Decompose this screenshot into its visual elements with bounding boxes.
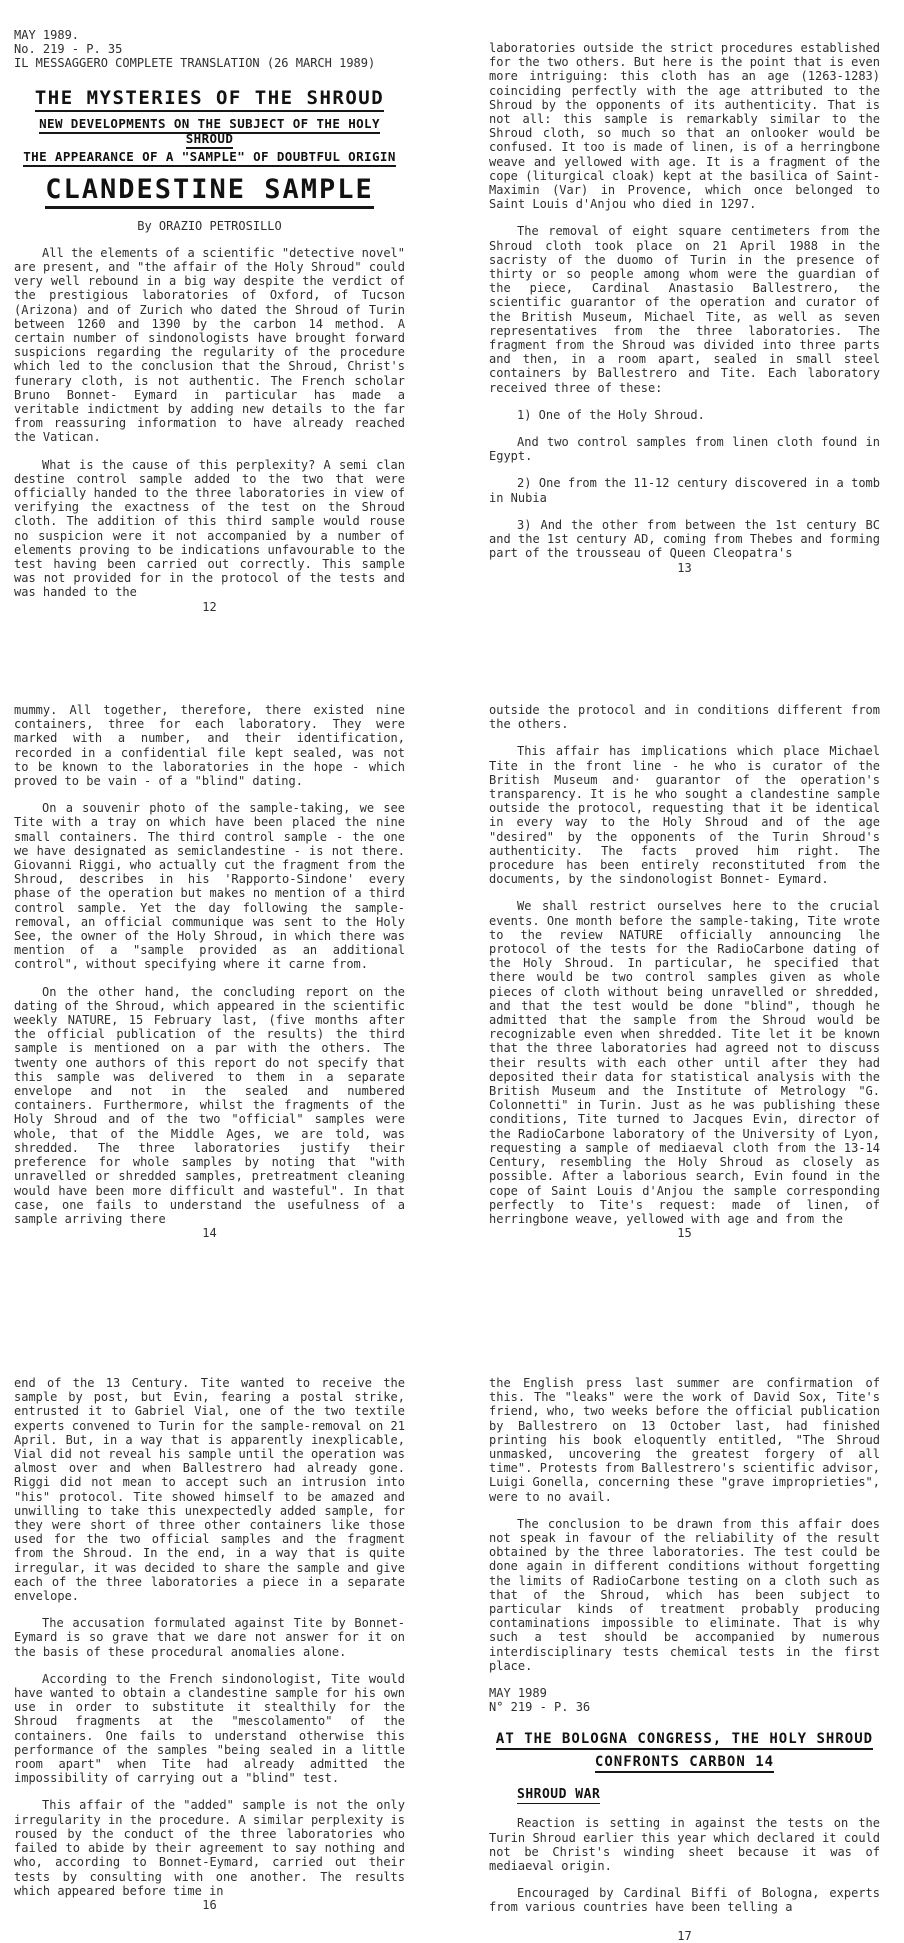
meta-line: MAY 1989. (14, 28, 80, 42)
paragraph: The accusation formulated against Tite by Bonnet- Eymard is so grave that we dare not answer for it on the basis of these procedural anomalies alone. (14, 1616, 405, 1659)
paragraph: According to the French sindonologist, Tite would have wanted to obtain a clandestine sample for his own use in order to substitute it stealthily for the Shroud fragments at the "mescolamento" of the containers. One fails to understand otherwise this performance of the samples "being sealed in a little room apart" when Tite had already admitted the impossibility of carrying out a "blind" test. (14, 1671, 405, 1786)
page-number: 14 (202, 1226, 217, 1241)
page-number: 15 (677, 1226, 692, 1241)
page-number: 17 (677, 1928, 692, 1943)
subheadline (14, 149, 405, 164)
meta-line: N° 219 - P. 36 (489, 1700, 591, 1715)
paragraph: mummy. All together, therefore, there existed nine containers, three for each laboratory. They were marked with a number, and their identification, recorded in a confidential file kept sealed, was not to be known to the laboratories in the hope - which proved to be vain - of a "blind" dating. (14, 703, 405, 789)
page-14 (14, 690, 405, 1240)
meta-line: IL MESSAGGERO COMPLETE TRANSLATION (26 MARCH 1989) (14, 56, 376, 71)
paragraph: This affair has implications which place Michael Tite in the front line - he who is curator of the British Museum and· guarantor of the operation's transparency. It is he who sought a clandestine sample outside the protocol, requesting that it be identical in every way to the Holy Shroud and of the age "desired" by the opponents of the Turin Shroud's authenticity. The facts proved him right. The procedure has been entirely reconstituted from the documents, by the sindonologist Bonnet- Eymard. (489, 744, 880, 887)
meta-line: No. 219 - P. 35 (14, 42, 123, 57)
section-subtitle-text: SHROUD WAR (517, 1787, 601, 1803)
page-15 (489, 690, 880, 1240)
paragraph: the English press last summer are confirmation of this. The "leaks" were the work of David Sox, Tite's friend, who, two weeks before the official publication by Ballestrero on 13 October last, had finished printing his book eloquently entitled, "The Shroud unmasked, uncovering the greatest forgery of all time". Protests from Ballestrero's scientific advisor, Luigi Gonella, concerning these "grave improprieties", were to no avail. (489, 1376, 880, 1504)
paragraph: end of the 13 Century. Tite wanted to receive the sample by post, but Evin, fearing a postal strike, entrusted it to Gabriel Vial, one of the two textile experts convened to Turin for the sample-removal on 21 April. But, in a way that is apparently inexplicable, Vial did not reveal his sample until the operation was almost over and when Ballestrero had already gone. Riggi did not mean to accept such an intrusion into "his" protocol. Tite showed himself to be amazed and unwilling to take this unexpectedly added sample, for they were short of three other containers like those used for the two official samples and the fragment from the Shroud. In the end, in a way that is quite irregular, it was decided to share the sample and give each of the three laboratories a piece in a separate envelope. (14, 1376, 405, 1604)
section-title-text: AT THE BOLOGNA CONGRESS, THE HOLY SHROUD (496, 1731, 873, 1750)
main-title (14, 174, 405, 205)
paragraph: This affair of the "added" sample is not the only irregularity in the procedure. A similar perplexity is roused by the conduct of the three laboratories who failed to abide by their agreement to say nothing and who, according to Bonnet-Eymard, carried out their tests by consulting with one another. The results which appeared before time in (14, 1798, 405, 1898)
headline-text: THE MYSTERIES OF THE SHROUD (35, 87, 384, 112)
page-13 (489, 28, 880, 575)
page-17 (489, 1363, 880, 1943)
paragraph: 3) And the other from between the 1st century BC and the 1st century AD, coming from Thebes and forming part of the trousseau of Queen Cleopatra's (489, 517, 880, 561)
headline (14, 87, 405, 110)
paragraph: 2) One from the 11-12 century discovered in a tomb in Nubia (489, 476, 880, 505)
subheadline-text: THE APPEARANCE OF A "SAMPLE" OF DOUBTFUL ORIGIN (23, 149, 396, 167)
paragraph: outside the protocol and in conditions different from the others. (489, 703, 880, 732)
paragraph: What is the cause of this perplexity? A semi clan destine control sample added to the two that were officially handed to the three laboratories in view of verifying the exactness of the test on the Shroud cloth. The addition of this third sample would rouse no suspicion were it not accompanied by a number of elements proving to be indications unfavourable to the test having been carried out correctly. This sample was not provided for in the protocol of the tests and was handed to the (14, 457, 405, 600)
section-title (489, 1753, 880, 1771)
paragraph: All the elements of a scientific "detective novel" are present, and "the affair of the Holy Shroud" could very well rebound in a big way despite the verdict of the prestigious laboratories of Oxford, of Tucson (Arizona) and of Zurich who dated the Shroud of Turin between 1260 and 1390 by the carbon 14 method. A certain number of sindonologists have brought forward suspicions regarding the regularity of the procedure which led to the conclusion that the Shroud, Christ's funerary cloth, is not authentic. The French scholar Bruno Bonnet- Eymard in particular has made a veritable indictment by adding new details to the far from reassuring information to have already reached the Vatican. (14, 245, 405, 445)
section-title (489, 1730, 880, 1748)
page-16 (14, 1363, 405, 1912)
page-number: 13 (677, 560, 692, 575)
paragraph: And two control samples from linen cloth found in Egypt. (489, 435, 880, 464)
subheadline (14, 116, 405, 146)
paragraph: 1) One of the Holy Shroud. (517, 407, 705, 422)
paragraph: The removal of eight square centimeters from the Shroud cloth took place on 21 April 1988 in the sacristy of the duomo of Turin in the presence of thirty or so people among whom were the guardian of the piece, Cardinal Anastasio Ballestrero, the scientific guarantor of the operation and curator of the British Museum, Michael Tite, as well as seven representatives from the three laboratories. The fragment from the Shroud was divided into three parts and then, in a room apart, sealed in small steel containers by Ballestrero and Tite. Each laboratory received three of these: (489, 224, 880, 395)
subheadline-text: NEW DEVELOPMENTS ON THE SUBJECT OF THE HOLY SHROUD (39, 116, 380, 149)
paragraph: laboratories outside the strict procedures established for the two others. But here is the point that is even more intriguing: this cloth has an age (1263-1283) coinciding perfectly with the age attributed to the Shroud by the opponents of its authenticity. That is not all: this sample is remarkably similar to the Shroud cloth, so much so that an onlooker would be confused. It too is made of linen, is of a herringbone weave and yellowed with age. It is a fragment of the cope (liturgical cloak) kept at the basilica of Saint- Maximin (Var) in Provence, which once belonged to Saint Louis d'Anjou who died in 1297. (489, 41, 880, 212)
page-12 (14, 28, 405, 614)
paragraph: Encouraged by Cardinal Biffi of Bologna, experts from various countries have been telling a (489, 1886, 880, 1915)
section-subtitle (517, 1787, 880, 1803)
byline: By ORAZIO PETROSILLO (137, 218, 282, 233)
main-title-text: CLANDESTINE SAMPLE (45, 174, 374, 209)
page-number: 12 (202, 599, 217, 614)
page-number: 16 (202, 1897, 217, 1912)
section-title-text: CONFRONTS CARBON 14 (595, 1754, 774, 1773)
paragraph: Reaction is setting in against the tests on the Turin Shroud earlier this year which declared it could not be Christ's winding sheet because it was of mediaeval origin. (489, 1816, 880, 1874)
paragraph: On the other hand, the concluding report on the dating of the Shroud, which appeared in the scientific weekly NATURE, 15 February last, (five months after the official publication of the results) the third sample is mentioned on a par with the others. The twenty one authors of this report do not specify that this sample was delivered to them in a separate envelope and not in the sealed and numbered containers. Furthermore, whilst the fragments of the Holy Shroud and of the two "official" samples were whole, that of the Middle Ages, we are told, was shredded. The three laboratories justify their preference for whole samples by noting that "with unravelled or shredded samples, pretreatment cleaning would have been more difficult and wasteful". In that case, one fails to understand the usefulness of a sample arriving there (14, 984, 405, 1226)
paragraph: We shall restrict ourselves here to the crucial events. One month before the sample-taking, Tite wrote to the review NATURE officially announcing lhe protocol of the tests for the RadioCarbone dating of the Holy Shroud. In particular, he specified that there would be two control samples given as whole pieces of cloth without being unravelled or shredded, and that the test would be done "blind", though he admitted that the sample from the Shroud would be recognizable even when shredded. Tite let it be known that the three laboratories had agreed not to discuss their results with each other until after they had deposited their data for statistical analysis with the British Museum and the Institute of Metrology "G. Colonnetti" in Turin. Just as he was publishing these conditions, Tite turned to Jacques Evin, director of the RadioCarbone laboratory of the University of Lyon, requesting a sample of mediaeval cloth from the 13-14 Century, resembling the Holy Shroud as closely as possible. After a laborious search, Evin found in the cope of Saint Louis d'Anjou the sample corresponding perfectly to Tite's request: made of linen, of herringbone weave, yellowed with age and from the (489, 899, 880, 1226)
paragraph: On a souvenir photo of the sample-taking, we see Tite with a tray on which have been placed the nine small containers. The third control sample - the one we have designated as semiclandestine - is not there. Giovanni Riggi, who actually cut the fragment from the Shroud, describes in his 'Rapporto-Sindone' every phase of the operation but makes no mention of a third control sample. Yet the day following the sample-removal, an official communique was sent to the Holy See, the owner of the Holy Shroud, in which there was mention of a "sample provided as an additional control", without specifying where it carne from. (14, 801, 405, 972)
meta-line: MAY 1989 (489, 1686, 547, 1701)
paragraph: The conclusion to be drawn from this affair does not speak in favour of the reliability of the result obtained by the three laboratories. The test could be done again in different conditions without forgetting the limits of RadioCarbone testing on a cloth such as that of the Shroud, which has been subject to particular kinds of treatment probably producing contaminations impossible to eliminate. That is why such a test should be accompanied by numerous interdisciplinary tests chemical tests in the first place. (489, 1516, 880, 1673)
